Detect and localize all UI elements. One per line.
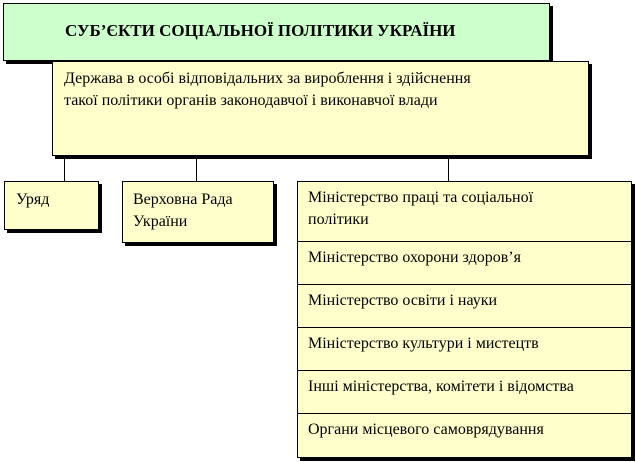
rada-label-line-2: України [133,213,188,230]
ministry-education-box [297,284,632,328]
uryad-label: Уряд [16,191,50,208]
connector-uryad [64,156,65,181]
uryad-box [4,181,99,230]
ministry-culture-box [297,327,632,371]
ministry-labor-line-2: політики [308,211,369,228]
ministry-health-label: Міністерство охорони здоров’я [308,249,521,266]
state-text-line-2: такої політики органів законодавчої і виконавчої влади [64,92,438,109]
rada-label-line-1: Верховна Рада [133,191,233,208]
local-government-label: Органи місцевого самоврядування [308,421,544,438]
diagram-title-box [3,3,550,61]
rada-box [122,181,274,243]
ministry-labor-box [297,181,632,242]
connector-rada [196,156,197,181]
ministry-education-label: Міністерство освіти і науки [308,292,498,309]
diagram-title: СУБ’ЄКТИ СОЦІАЛЬНОЇ ПОЛІТИКИ УКРАЇНИ [65,21,456,40]
state-box [52,61,589,156]
connector-ministries [448,156,449,181]
ministry-stack [297,181,632,458]
ministry-other-label: Інші міністерства, комітети і відомства [308,378,574,395]
ministry-labor-line-1: Міністерство праці та соціальної [308,189,534,206]
state-text-line-1: Держава в особі відповідальних за вироблення і здійснення [64,70,471,87]
ministry-health-box [297,241,632,285]
local-government-box [297,413,632,458]
ministry-other-box [297,370,632,414]
ministry-culture-label: Міністерство культури і мистецтв [308,335,539,352]
